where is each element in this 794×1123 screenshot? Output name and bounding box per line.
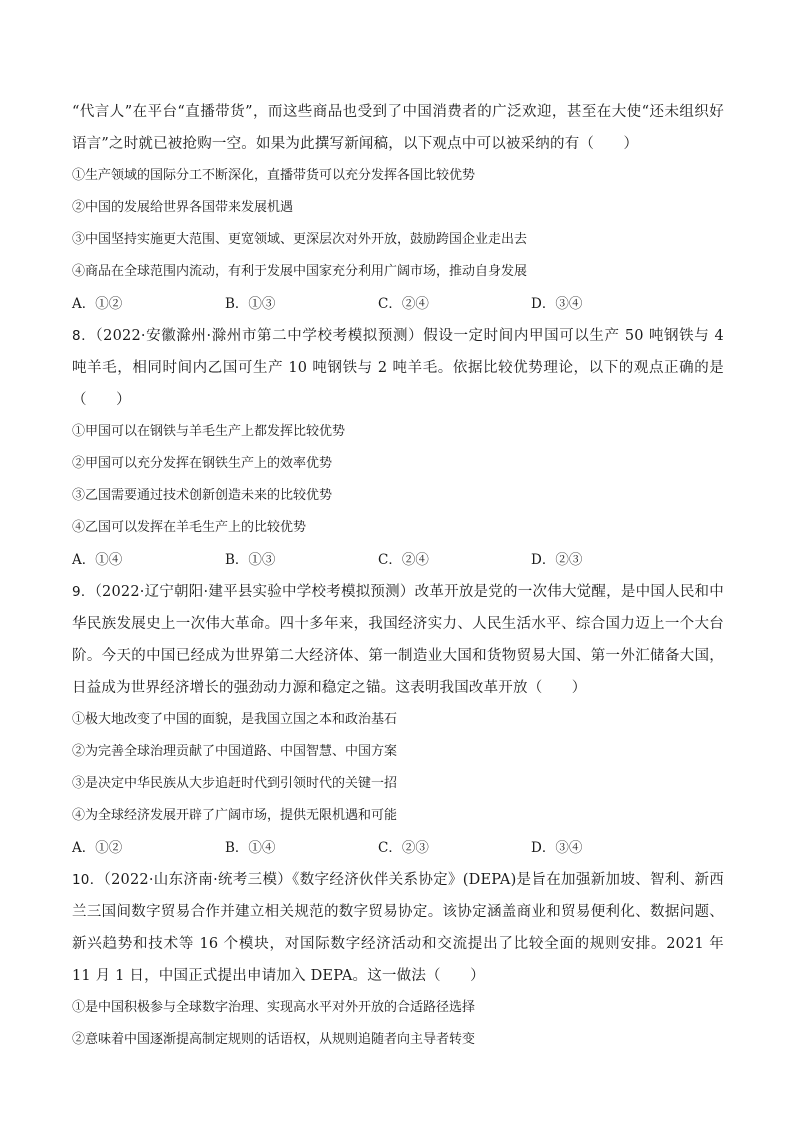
question-8-choices bbox=[72, 544, 724, 576]
question-9-choice-c[interactable]: C．②③ bbox=[378, 840, 429, 856]
question-8-choice-c[interactable]: C．②④ bbox=[378, 552, 429, 568]
question-7-choices bbox=[72, 288, 724, 320]
question-9-stem-line bbox=[72, 576, 724, 704]
question-7-statement-2: ②中国的发展给世界各国带来发展机遇 bbox=[72, 200, 294, 215]
question-7-choice-c[interactable]: C．②④ bbox=[378, 296, 429, 312]
question-8-statement-4: ④乙国可以发挥在羊毛生产上的比较优势 bbox=[72, 520, 307, 535]
question-9-choice-a[interactable]: A．①② bbox=[72, 840, 123, 856]
question-9-statement-4: ④为全球经济发展开辟了广阔市场，提供无限机遇和可能 bbox=[72, 808, 398, 823]
question-7-statement-3: ③中国坚持实施更大范围、更宽领域、更深层次对外开放，鼓励跨国企业走出去 bbox=[72, 232, 528, 247]
question-8-choice-d[interactable]: D．②③ bbox=[531, 552, 583, 568]
question-9-number: 9． bbox=[72, 584, 95, 600]
question-9-choices bbox=[72, 832, 724, 864]
question-10-stem-line bbox=[72, 864, 724, 992]
question-8-stem: （2022·安徽滁州·滁州市第二中学校考模拟预测）假设一定时间内甲国可以生产 50 吨钢铁与 4 吨羊毛，相同时间内乙国可生产 10 吨钢铁与 2 吨羊毛。依据比较优势理论，以下的观点正确的是（ ） bbox=[72, 328, 724, 408]
question-9-choice-b[interactable]: B．①④ bbox=[225, 840, 276, 856]
question-9 bbox=[72, 576, 724, 864]
question-8-statement-1: ①甲国可以在钢铁与羊毛生产上都发挥比较优势 bbox=[72, 424, 346, 439]
question-9-statement-1: ①极大地改变了中国的面貌，是我国立国之本和政治基石 bbox=[72, 712, 398, 727]
question-9-statement-3: ③是决定中华民族从大步追赶时代到引领时代的关键一招 bbox=[72, 776, 398, 791]
question-7-choice-d[interactable]: D．③④ bbox=[531, 296, 583, 312]
question-9-choice-d[interactable]: D．③④ bbox=[531, 840, 583, 856]
question-8-choice-b[interactable]: B．①③ bbox=[225, 552, 276, 568]
question-8-statement-3: ③乙国需要通过技术创新创造未来的比较优势 bbox=[72, 488, 333, 503]
question-7-statement-4: ④商品在全球范围内流动，有利于发展中国家充分利用广阔市场，推动自身发展 bbox=[72, 264, 528, 279]
question-9-statement-2: ②为完善全球治理贡献了中国道路、中国智慧、中国方案 bbox=[72, 744, 398, 759]
question-10-number: 10． bbox=[72, 872, 104, 888]
question-10-statement-2: ②意味着中国逐渐提高制定规则的话语权，从规则追随者向主导者转变 bbox=[72, 1032, 476, 1047]
question-7-stem: “代言人”在平台“直播带货”，而这些商品也受到了中国消费者的广泛欢迎，甚至在大使“还未组织好语言”之时就已被抢购一空。如果为此撰写新闻稿，以下观点中可以被采纳的有（ ） bbox=[72, 104, 724, 152]
question-9-stem: （2022·辽宁朝阳·建平县实验中学校考模拟预测）改革开放是党的一次伟大觉醒，是中国人民和中华民族发展史上一次伟大革命。四十多年来，我国经济实力、人民生活水平、综合国力迈上一个大台阶。今天的中国已经成为世界第二大经济体、第一制造业大国和货物贸易大国、第一外汇储备大国，日益成为世界经济增长的强劲动力源和稳定之锚。这表明我国改革开放（ ） bbox=[72, 584, 724, 696]
question-8-choice-a[interactable]: A．①④ bbox=[72, 552, 123, 568]
question-10-statement-1: ①是中国积极参与全球数字治理、实现高水平对外开放的合适路径选择 bbox=[72, 1000, 476, 1015]
question-8-number: 8． bbox=[72, 328, 96, 344]
question-7-choice-a[interactable]: A．①② bbox=[72, 296, 123, 312]
exam-page bbox=[72, 96, 724, 1056]
question-10-stem: （2022·山东济南·统考三模）《数字经济伙伴关系协定》(DEPA)是旨在加强新加坡、智利、新西兰三国间数字贸易合作并建立相关规范的数字贸易协定。该协定涵盖商业和贸易便利化、数据问题、新兴趋势和技术等 16 个模块，对国际数字经济活动和交流提出了比较全面的规则安排。2021 年 11 月 1 日，中国正式提出申请加入 DEPA。这一做法（ ） bbox=[72, 872, 725, 984]
question-7 bbox=[72, 96, 724, 320]
question-7-choice-b[interactable]: B．①③ bbox=[225, 296, 276, 312]
question-8-stem-line bbox=[72, 320, 724, 416]
question-7-statement-1: ①生产领域的国际分工不断深化，直播带货可以充分发挥各国比较优势 bbox=[72, 168, 476, 183]
question-8 bbox=[72, 320, 724, 576]
question-10 bbox=[72, 864, 724, 1056]
question-8-statement-2: ②甲国可以充分发挥在钢铁生产上的效率优势 bbox=[72, 456, 333, 471]
